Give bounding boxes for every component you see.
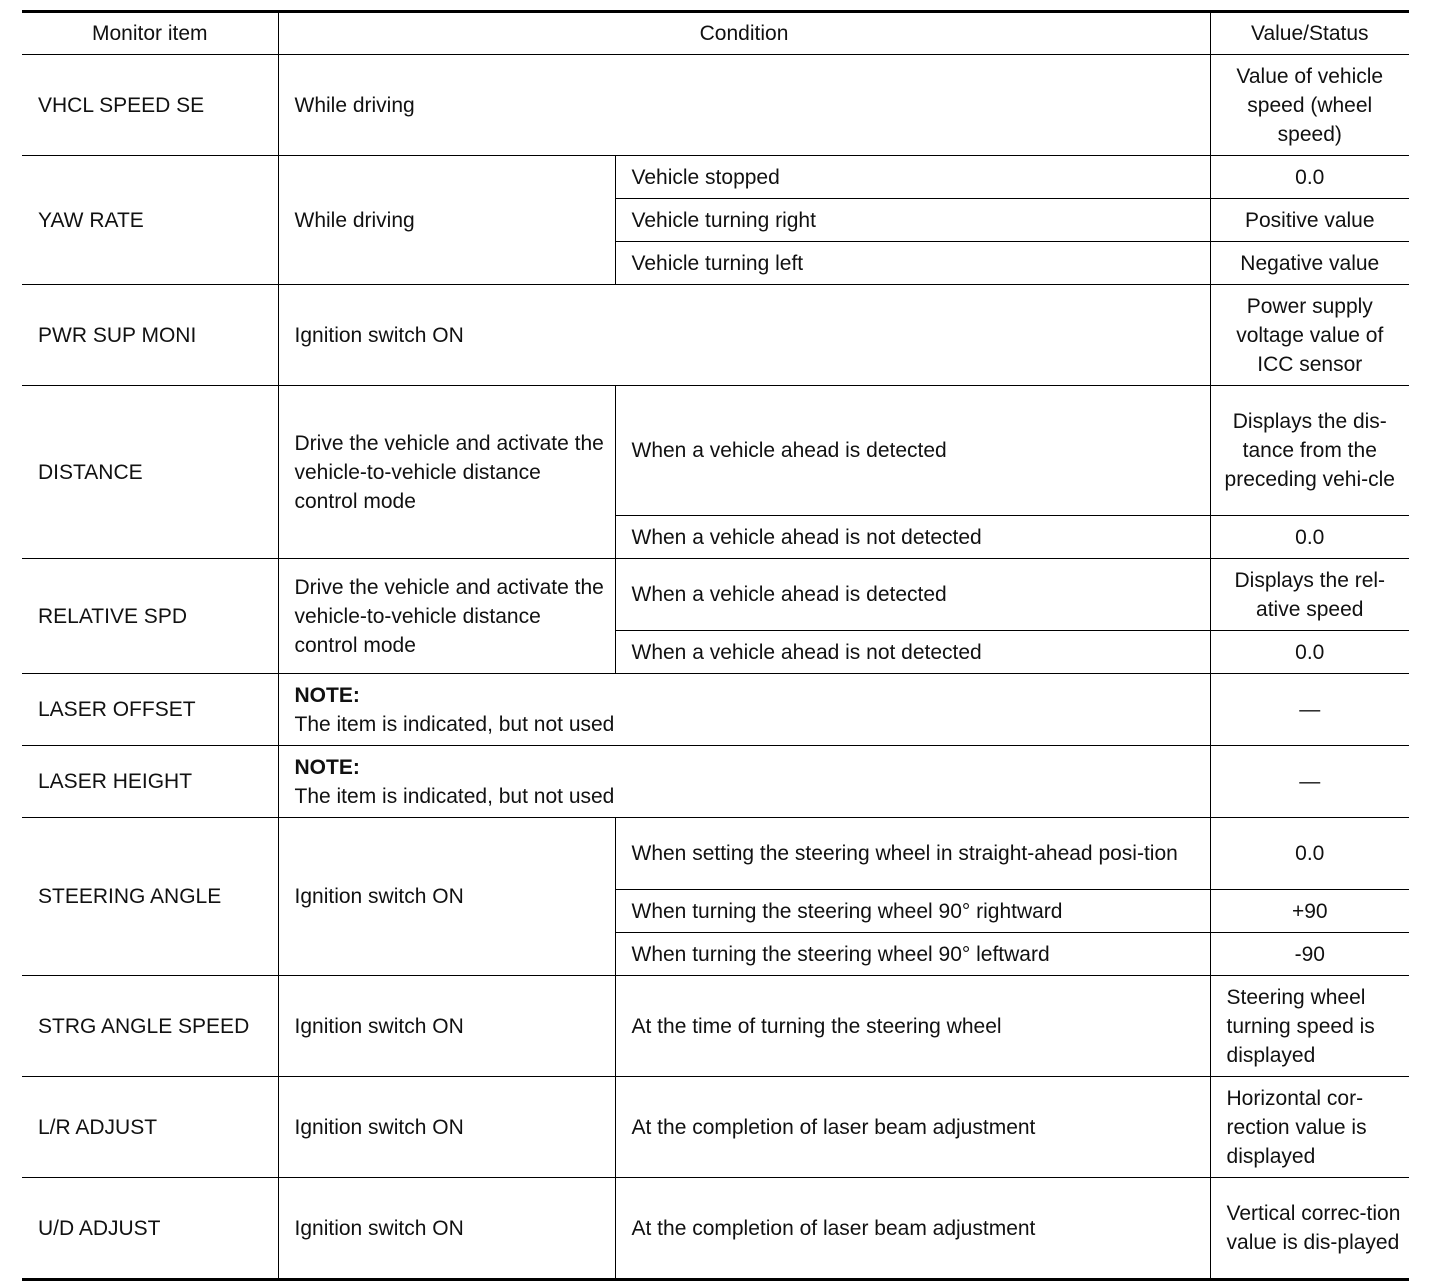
- value-cell: —: [1210, 746, 1409, 818]
- table-row: [22, 559, 1409, 631]
- table-row: [22, 156, 1409, 199]
- value-cell: Steering wheel turning speed is displayed: [1210, 976, 1409, 1077]
- condition-cell: Ignition switch ON: [278, 1077, 615, 1178]
- value-cell: 0.0: [1210, 818, 1409, 890]
- sub-condition-cell: When a vehicle ahead is not detected: [615, 631, 1210, 674]
- sub-condition-cell: When a vehicle ahead is not detected: [615, 516, 1210, 559]
- condition-cell: [278, 674, 1210, 746]
- condition-cell: Drive the vehicle and activate the vehicle-to-vehicle distance control mode: [278, 386, 615, 559]
- value-cell: Negative value: [1210, 242, 1409, 285]
- sub-condition-cell: At the completion of laser beam adjustment: [615, 1077, 1210, 1178]
- value-cell: —: [1210, 674, 1409, 746]
- monitor-item-cell: VHCL SPEED SE: [22, 55, 278, 156]
- value-cell: 0.0: [1210, 156, 1409, 199]
- monitor-item-table: [22, 10, 1409, 1281]
- monitor-item-cell: STEERING ANGLE: [22, 818, 278, 976]
- sub-condition-cell: When a vehicle ahead is detected: [615, 559, 1210, 631]
- table-header-row: [22, 12, 1409, 55]
- condition-cell: Drive the vehicle and activate the vehicle-to-vehicle distance control mode: [278, 559, 615, 674]
- sub-condition-cell: When a vehicle ahead is detected: [615, 386, 1210, 516]
- condition-cell: Ignition switch ON: [278, 285, 1210, 386]
- table-row: [22, 746, 1409, 818]
- monitor-item-cell: LASER OFFSET: [22, 674, 278, 746]
- value-cell: +90: [1210, 890, 1409, 933]
- value-cell: Vertical correc-tion value is dis-played: [1210, 1178, 1409, 1280]
- value-cell: Value of vehicle speed (wheel speed): [1210, 55, 1409, 156]
- value-cell: Displays the dis-tance from the preceding vehi-cle: [1210, 386, 1409, 516]
- sub-condition-cell: When setting the steering wheel in straight-ahead posi-tion: [615, 818, 1210, 890]
- condition-cell: Ignition switch ON: [278, 818, 615, 976]
- value-cell: Displays the rel-ative speed: [1210, 559, 1409, 631]
- header-value-status: Value/Status: [1210, 12, 1409, 55]
- sub-condition-cell: When turning the steering wheel 90° rightward: [615, 890, 1210, 933]
- sub-condition-cell: Vehicle turning left: [615, 242, 1210, 285]
- value-cell: Positive value: [1210, 199, 1409, 242]
- sub-condition-cell: Vehicle stopped: [615, 156, 1210, 199]
- condition-cell: Ignition switch ON: [278, 976, 615, 1077]
- monitor-item-cell: DISTANCE: [22, 386, 278, 559]
- value-cell: 0.0: [1210, 516, 1409, 559]
- sub-condition-cell: When turning the steering wheel 90° leftward: [615, 933, 1210, 976]
- table-row: [22, 285, 1409, 386]
- sub-condition-cell: At the time of turning the steering wheel: [615, 976, 1210, 1077]
- table-row: [22, 55, 1409, 156]
- table-row: [22, 674, 1409, 746]
- table-row: [22, 1178, 1409, 1280]
- header-monitor-item: Monitor item: [22, 12, 278, 55]
- monitor-item-cell: PWR SUP MONI: [22, 285, 278, 386]
- note-label: NOTE:: [294, 755, 360, 779]
- table-row: [22, 818, 1409, 890]
- note-text: The item is indicated, but not used: [294, 712, 615, 736]
- condition-cell: Ignition switch ON: [278, 1178, 615, 1280]
- value-cell: -90: [1210, 933, 1409, 976]
- monitor-item-cell: YAW RATE: [22, 156, 278, 285]
- condition-cell: While driving: [278, 55, 1210, 156]
- note-text: The item is indicated, but not used: [294, 784, 615, 808]
- condition-cell: [278, 746, 1210, 818]
- note-label: NOTE:: [294, 683, 360, 707]
- value-cell: 0.0: [1210, 631, 1409, 674]
- monitor-item-cell: STRG ANGLE SPEED: [22, 976, 278, 1077]
- sub-condition-cell: At the completion of laser beam adjustment: [615, 1178, 1210, 1280]
- sub-condition-cell: Vehicle turning right: [615, 199, 1210, 242]
- header-condition: Condition: [278, 12, 1210, 55]
- monitor-item-cell: L/R ADJUST: [22, 1077, 278, 1178]
- monitor-item-cell: LASER HEIGHT: [22, 746, 278, 818]
- table-row: [22, 1077, 1409, 1178]
- table-row: [22, 386, 1409, 516]
- table-row: [22, 976, 1409, 1077]
- value-cell: Horizontal cor-rection value is displayed: [1210, 1077, 1409, 1178]
- monitor-item-cell: RELATIVE SPD: [22, 559, 278, 674]
- monitor-item-cell: U/D ADJUST: [22, 1178, 278, 1280]
- condition-cell: While driving: [278, 156, 615, 285]
- value-cell: Power supply voltage value of ICC sensor: [1210, 285, 1409, 386]
